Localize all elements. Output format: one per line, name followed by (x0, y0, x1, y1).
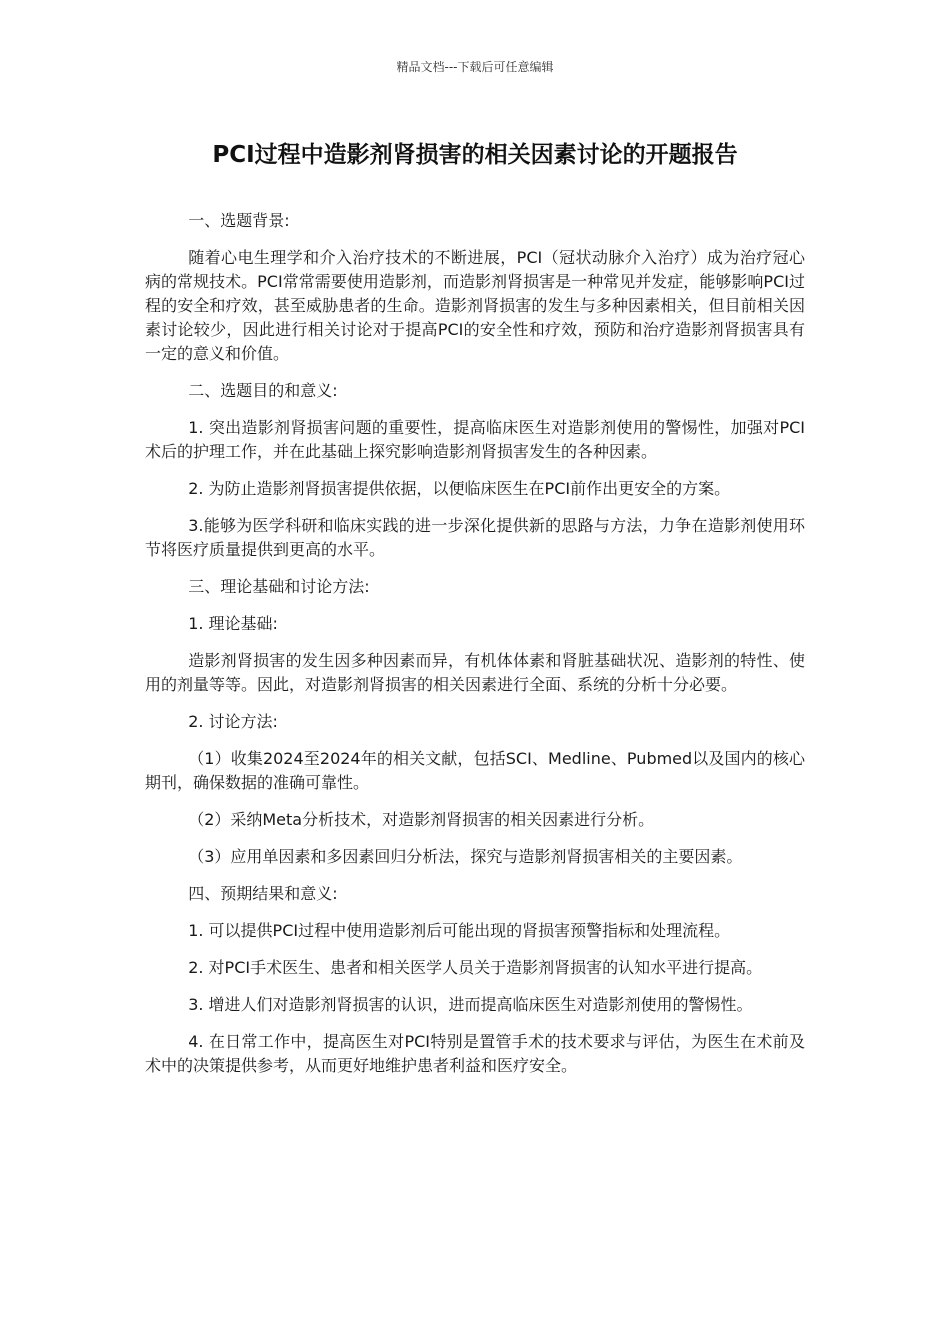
result-item-1: 1. 可以提供PCI过程中使用造影剂后可能出现的肾损害预警指标和处理流程。 (188, 921, 731, 940)
section-heading-purpose: 二、选题目的和意义: (188, 381, 338, 400)
paragraph-background: 随着心电生理学和介入治疗技术的不断进展，PCI（冠状动脉介入治疗）成为治疗冠心病的常规技术。PCI常常需要使用造影剂，而造影剂肾损害是一种常见并发症，能够影响PCI过程的安全和疗效，甚至威胁患者的生命。造影剂肾损害的发生与多种因素相关，但目前相关因素讨论较少，因此进行相关讨论对于提高PCI的安全性和疗效，预防和治疗造影剂肾损害具有一定的意义和价值。 (145, 248, 805, 363)
result-item-4: 4. 在日常工作中，提高医生对PCI特别是置管手术的技术要求与评估，为医生在术前及术中的决策提供参考，从而更好地维护患者利益和医疗安全。 (145, 1032, 805, 1075)
paragraph-theory: 造影剂肾损害的发生因多种因素而异，有机体体素和肾脏基础状况、造影剂的特性、使用的剂量等等。因此，对造影剂肾损害的相关因素进行全面、系统的分析十分必要。 (145, 651, 805, 694)
subheading-theory: 1. 理论基础: (188, 614, 278, 633)
result-item-3: 3. 增进人们对造影剂肾损害的认识，进而提高临床医生对造影剂使用的警惕性。 (188, 995, 753, 1014)
purpose-item-1: 1. 突出造影剂肾损害问题的重要性，提高临床医生对造影剂使用的警惕性，加强对PCI术后的护理工作，并在此基础上探究影响造影剂肾损害发生的各种因素。 (145, 418, 805, 461)
method-item-3: （3）应用单因素和多因素回归分析法，探究与造影剂肾损害相关的主要因素。 (188, 847, 743, 866)
document-title: PCI过程中造影剂肾损害的相关因素讨论的开题报告 (212, 142, 738, 168)
subheading-method: 2. 讨论方法: (188, 712, 278, 731)
header-note: 精品文档---下载后可任意编辑 (396, 60, 554, 74)
section-heading-background: 一、选题背景: (188, 211, 290, 230)
section-heading-theory-method: 三、理论基础和讨论方法: (188, 577, 370, 596)
document-body (145, 209, 805, 1091)
method-item-2: （2）采纳Meta分析技术，对造影剂肾损害的相关因素进行分析。 (188, 810, 655, 829)
purpose-item-3: 3.能够为医学科研和临床实践的进一步深化提供新的思路与方法，力争在造影剂使用环节将医疗质量提供到更高的水平。 (145, 516, 805, 559)
purpose-item-2: 2. 为防止造影剂肾损害提供依据，以便临床医生在PCI前作出更安全的方案。 (188, 479, 731, 498)
section-heading-results: 四、预期结果和意义: (188, 884, 338, 903)
method-item-1: （1）收集2024至2024年的相关文献，包括SCI、Medline、Pubmed以及国内的核心期刊，确保数据的准确可靠性。 (145, 749, 805, 792)
result-item-2: 2. 对PCI手术医生、患者和相关医学人员关于造影剂肾损害的认知水平进行提高。 (188, 958, 763, 977)
